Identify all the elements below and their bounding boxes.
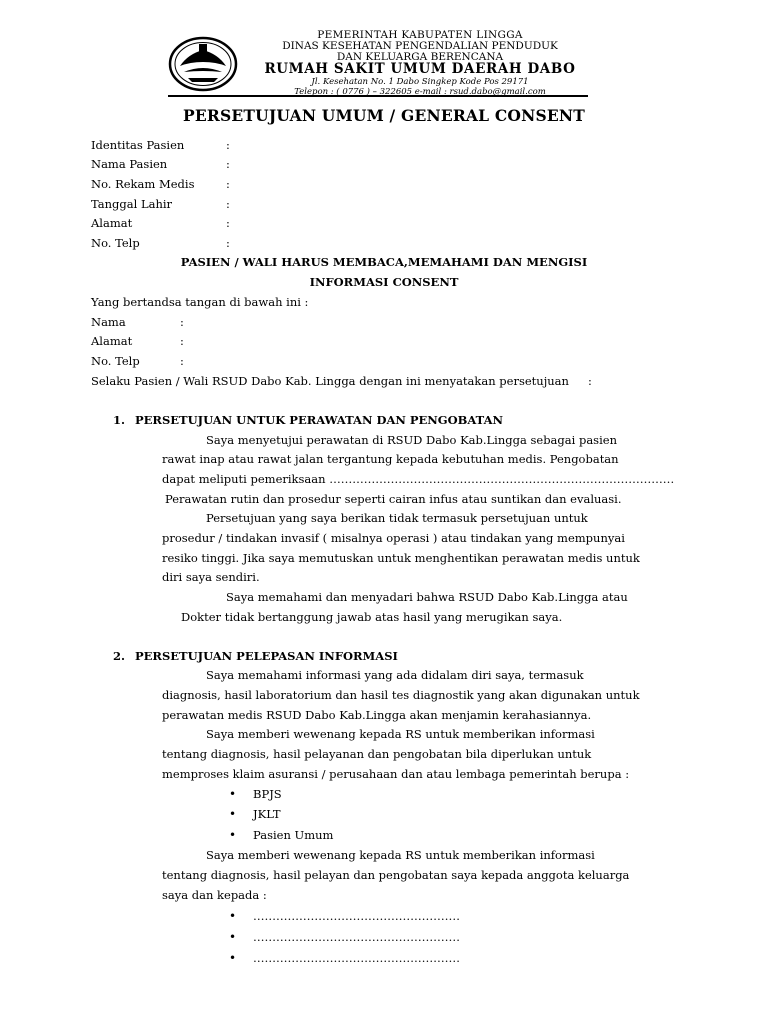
field-separator: : bbox=[226, 236, 230, 250]
bullet-icon: • bbox=[229, 828, 237, 842]
blank-fill-line: ……………………………………………… bbox=[253, 909, 460, 923]
field-label-nama-pasien: Nama Pasien bbox=[91, 157, 168, 171]
letterhead bbox=[168, 29, 588, 97]
section-1-line: Perawatan rutin dan prosedur seperti cairan infus atau suntikan dan evaluasi. bbox=[165, 492, 622, 506]
section-2-line: tentang diagnosis, hasil pelayanan dan pengobatan bila diperlukan untuk bbox=[162, 747, 592, 761]
letterhead-line-agency-2: DAN KELUARGA BERENCANA bbox=[336, 51, 504, 63]
field-separator: : bbox=[588, 374, 592, 388]
field-separator: : bbox=[180, 315, 184, 329]
section-1-line: diri saya sendiri. bbox=[162, 570, 260, 584]
section-2-line: tentang diagnosis, hasil pelayan dan pengobatan saya kepada anggota keluarga bbox=[162, 868, 630, 882]
section-2-number: 2. bbox=[113, 649, 126, 663]
payer-item: BPJS bbox=[253, 787, 282, 801]
section-2-line: saya dan kepada : bbox=[162, 888, 267, 902]
field-label-identitas: Identitas Pasien bbox=[91, 138, 185, 152]
bullet-icon: • bbox=[229, 930, 237, 944]
bullet-icon: • bbox=[229, 909, 237, 923]
section-1-line: Saya memahami dan menyadari bahwa RSUD Dabo Kab.Lingga atau bbox=[226, 590, 628, 604]
field-label-alamat: Alamat bbox=[91, 216, 133, 230]
letterhead-contact: Telepon : ( 0776 ) – 322605 e-mail : rsud.dabo@gmail.com bbox=[294, 87, 546, 97]
field-separator: : bbox=[226, 157, 230, 171]
section-1-line: prosedur / tindakan invasif ( misalnya operasi ) atau tindakan yang mempunyai bbox=[162, 531, 625, 545]
section-2-line: memproses klaim asuransi / perusahaan dan atau lembaga pemerintah berupa : bbox=[162, 767, 630, 781]
section-1-number: 1. bbox=[113, 413, 126, 427]
section-2-line: perawatan medis RSUD Dabo Kab.Lingga akan menjamin kerahasiannya. bbox=[162, 708, 592, 722]
signer-label-telp: No. Telp bbox=[91, 354, 140, 368]
letterhead-address: Jl. Kesehatan No. 1 Dabo Singkep Kode Pos 29171 bbox=[311, 77, 529, 87]
field-separator: : bbox=[180, 354, 184, 368]
section-1-line: resiko tinggi. Jika saya memutuskan untuk menghentikan perawatan medis untuk bbox=[162, 551, 640, 565]
signer-label-alamat: Alamat bbox=[91, 334, 133, 348]
letterhead-line-government: PEMERINTAH KABUPATEN LINGGA bbox=[317, 29, 523, 41]
bullet-icon: • bbox=[229, 951, 237, 965]
field-label-tanggal-lahir: Tanggal Lahir bbox=[91, 197, 173, 211]
hospital-emblem-icon bbox=[168, 36, 238, 92]
page-title: PERSETUJUAN UMUM / GENERAL CONSENT bbox=[183, 106, 585, 125]
field-label-telp: No. Telp bbox=[91, 236, 140, 250]
section-1-line: Saya menyetujui perawatan di RSUD Dabo Kab.Lingga sebagai pasien bbox=[206, 433, 617, 447]
section-2-line: Saya memberi wewenang kepada RS untuk memberikan informasi bbox=[206, 727, 595, 741]
field-separator: : bbox=[180, 334, 184, 348]
signer-intro: Yang bertandsa tangan di bawah ini : bbox=[91, 295, 309, 309]
blank-fill-line: ……………………………………………… bbox=[253, 930, 460, 944]
section-2-line: Saya memberi wewenang kepada RS untuk memberikan informasi bbox=[206, 848, 595, 862]
payer-item: JKLT bbox=[253, 807, 281, 821]
letterhead-text bbox=[250, 30, 590, 98]
section-2-heading: PERSETUJUAN PELEPASAN INFORMASI bbox=[135, 649, 398, 663]
field-separator: : bbox=[226, 197, 230, 211]
instruction-line-2: INFORMASI CONSENT bbox=[309, 275, 459, 289]
section-2-line: Saya memahami informasi yang ada didalam diri saya, termasuk bbox=[206, 668, 584, 682]
blank-fill-line: ……………………………………………… bbox=[253, 951, 460, 965]
field-separator: : bbox=[226, 138, 230, 152]
section-1-line: rawat inap atau rawat jalan tergantung kepada kebutuhan medis. Pengobatan bbox=[162, 452, 619, 466]
signer-label-nama: Nama bbox=[91, 315, 126, 329]
field-separator: : bbox=[226, 216, 230, 230]
signer-statement: Selaku Pasien / Wali RSUD Dabo Kab. Lingga dengan ini menyatakan persetujuan bbox=[91, 374, 569, 388]
section-1-heading: PERSETUJUAN UNTUK PERAWATAN DAN PENGOBATAN bbox=[135, 413, 504, 427]
bullet-icon: • bbox=[229, 787, 237, 801]
bullet-icon: • bbox=[229, 807, 237, 821]
field-label-rekam-medis: No. Rekam Medis bbox=[91, 177, 195, 191]
section-1-line: Persetujuan yang saya berikan tidak termasuk persetujuan untuk bbox=[206, 511, 588, 525]
payer-item: Pasien Umum bbox=[253, 828, 334, 842]
letterhead-divider bbox=[168, 95, 588, 97]
field-separator: : bbox=[226, 177, 230, 191]
instruction-line-1: PASIEN / WALI HARUS MEMBACA,MEMAHAMI DAN MENGISI bbox=[180, 255, 588, 269]
letterhead-line-agency: DINAS KESEHATAN PENGENDALIAN PENDUDUK bbox=[282, 40, 558, 52]
section-1-line: dapat meliputi pemeriksaan ……………………………………………………………………………… bbox=[162, 472, 675, 486]
section-1-line: Dokter tidak bertanggung jawab atas hasil yang merugikan saya. bbox=[181, 610, 563, 624]
section-2-line: diagnosis, hasil laboratorium dan hasil tes diagnostik yang akan digunakan untuk bbox=[162, 688, 640, 702]
letterhead-hospital-name: RUMAH SAKIT UMUM DAERAH DABO bbox=[264, 61, 576, 77]
